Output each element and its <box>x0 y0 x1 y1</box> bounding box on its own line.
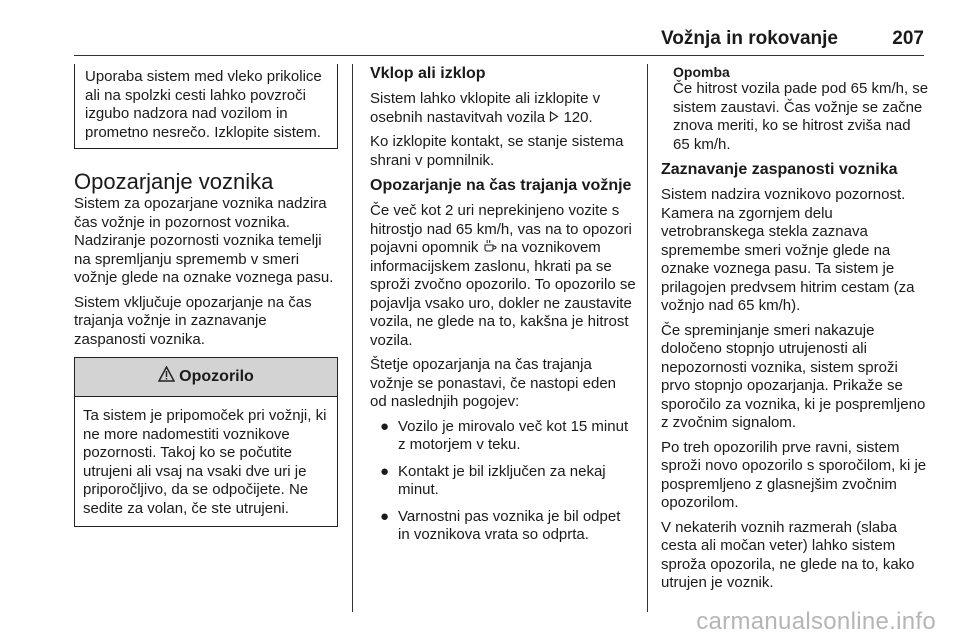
warning-body <box>75 397 337 526</box>
conditions-list <box>370 418 636 545</box>
paragraph: Ko izklopite kontakt, se stanje sistema shrani v pomnilnik. <box>370 133 624 169</box>
heading-zaspanost: Zaznavanje zaspanosti voznika <box>661 161 898 178</box>
page-number: 207 <box>892 28 924 49</box>
warning-text: Ta sistem je pripomoček pri vožnji, ki ne more nadomestiti voznikove pozornosti. Takoj ko se počutite utrujeni ali vsaj na vsaki dve uri je priporočljivo, da se odpočijete. Ne sedite za volan, če ste utrujeni. <box>83 407 327 517</box>
heading-vklop: Vklop ali izklop <box>370 65 486 82</box>
header-rule <box>74 55 924 56</box>
chapter-title: Vožnja in rokovanje <box>660 28 838 49</box>
warning-title: Opozorilo <box>179 367 254 385</box>
warning-box <box>74 357 338 527</box>
list-item: ● Kontakt je bil izključen za nekaj minut. <box>380 462 606 498</box>
paragraph: Po treh opozorilih prve ravni, sistem sproži novo opozorilo s sporočilom, ki je pospremljeno z glasnejšim zvočnim opozorilom. <box>661 438 927 511</box>
warning-continuation-text: Uporaba sistem med vleko prikolice ali na spolzki cesti lahko povzroči izgubo nadzora nad vozilom in prometno nesrečo. Izklopite sistem. <box>85 68 322 141</box>
paragraph: Sistem vključuje opozarjanje na čas trajanja vožnje in zaznavanje zaspanosti voznika. <box>74 293 312 348</box>
column-2 <box>370 64 636 553</box>
column-divider-2 <box>647 64 648 612</box>
note-text: Če hitrost vozila pade pod 65 km/h, se sistem zaustavi. Čas vožnje se začne znova meriti, ko se hitrost zviša nad 65 km/h. <box>673 80 929 153</box>
watermark: carmanualsonline.info <box>696 608 936 635</box>
heading-opozarjanje-cas: Opozarjanje na čas trajanja vožnje <box>370 177 632 194</box>
page-reference-arrow-icon <box>549 109 559 126</box>
column-3 <box>661 64 931 599</box>
warning-triangle-icon <box>158 366 175 388</box>
coffee-cup-icon <box>483 239 497 256</box>
warning-header <box>75 358 337 397</box>
paragraph: Če več kot 2 uri neprekinjeno vozite s hitrostjo nad 65 km/h, vas na to opozori pojavni opomnik na voznikovem informacijskem zaslonu, hkrati pa se sproži zvočno opozorilo. To opozorilo se pojavlja vsako uro, dokler ne zaustavite vozila, ne glede na to, kakšna je hitrost vozila. <box>370 202 636 349</box>
paragraph: V nekaterih voznih razmerah (slaba cesta ali močan veter) lahko sistem sproža opozorila, ne glede na to, kako utrujen je voznik. <box>661 518 915 591</box>
page-header <box>0 0 960 56</box>
warning-continuation-box <box>74 64 338 149</box>
paragraph: Sistem nadzira voznikovo pozornost. Kamera na zgornjem delu vetrobranskega stekla zaznava spremembe smeri vožnje glede na oznake voznega pasu. Ta sistem je prilagojen predvsem hitrim cestam (za vožnjo nad 65 km/h). <box>661 186 915 314</box>
section-title: Opozarjanje voznika <box>74 169 274 194</box>
column-divider-1 <box>352 64 353 612</box>
paragraph: Sistem za opozarjane voznika nadzira čas vožnje in pozornost voznika. Nadziranje pozornosti voznika temelji na spremljanju sprememb v smeri vožnje glede na oznake voznega pasu. <box>74 195 334 286</box>
list-item: ● Varnostni pas voznika je bil odpet in voznikova vrata so odprta. <box>380 507 621 543</box>
paragraph: Štetje opozarjanja na čas trajanja vožnje se ponastavi, če nastopi eden od naslednjih pogojev: <box>370 356 616 410</box>
paragraph: Če spreminjanje smeri nakazuje določeno stopnjo utrujenosti ali nepozornosti voznika, sistem sproži prvo stopnjo opozarjanja. Prikaže se sporočilo za voznika, ki je pospremljeno z zvočnim signalom. <box>661 321 926 431</box>
paragraph: Sistem lahko vklopite ali izklopite v osebnih nastavitvah vozila 120. <box>370 90 601 126</box>
note-label: Opomba <box>673 64 730 80</box>
column-1 <box>74 64 338 527</box>
page-reference: 120. <box>563 108 593 126</box>
list-item: ● Vozilo je mirovalo več kot 15 minut z motorjem v teku. <box>380 417 629 453</box>
